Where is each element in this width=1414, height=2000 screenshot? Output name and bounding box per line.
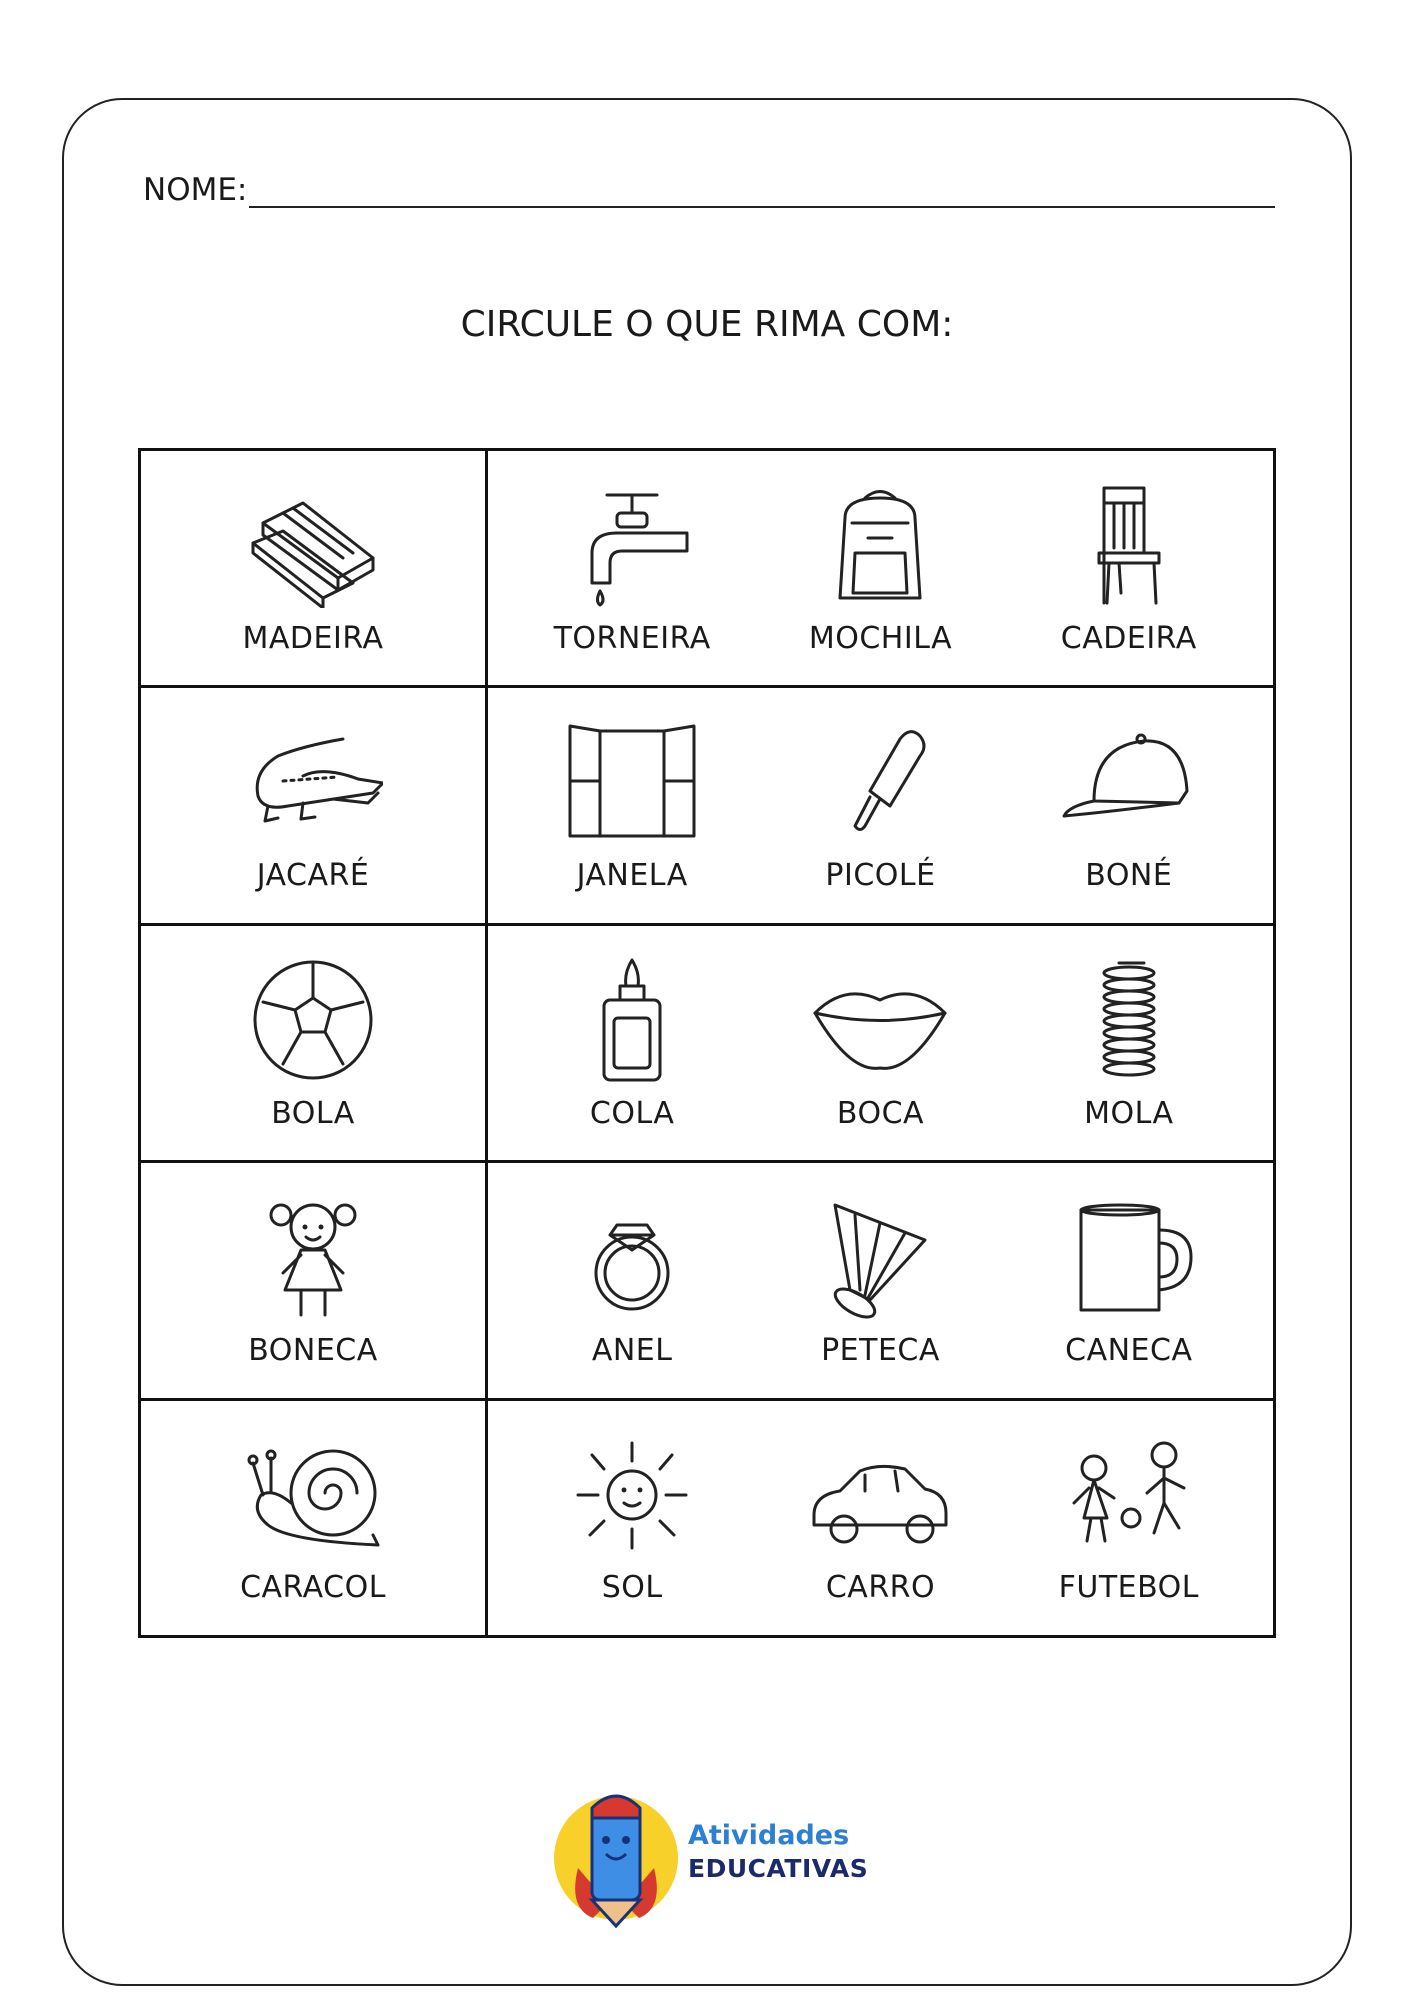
table-row [141,1398,1273,1635]
window-icon [562,721,702,846]
glue-icon [562,958,702,1083]
option-word: FUTEBOL [1058,1570,1199,1606]
option-word: CANECA [1065,1332,1193,1368]
target-cell [141,688,488,922]
option-word: CADEIRA [1060,620,1197,656]
backpack-icon [810,483,950,608]
brand-logo [548,1778,878,1928]
option-word: CARRO [825,1570,936,1606]
option-item[interactable] [770,1193,990,1368]
target-word: BOLA [271,1095,355,1131]
option-word: JANELA [576,858,688,894]
wood-planks-icon [243,483,383,608]
target-word: BONECA [248,1332,378,1368]
option-word: BONÉ [1085,858,1173,894]
target-cell [141,1163,488,1397]
popsicle-icon [810,721,950,846]
ring-icon [562,1195,702,1320]
rhyme-table [138,448,1276,1638]
option-word: ANEL [591,1332,673,1368]
option-word: PETECA [821,1332,940,1368]
table-row [141,685,1273,922]
option-word: SOL [601,1570,663,1606]
table-row [141,451,1273,685]
name-label: NOME: [143,172,248,208]
soccer-ball-icon [243,958,383,1083]
target-cell [141,1401,488,1635]
table-row [141,923,1273,1160]
option-item[interactable] [522,481,742,656]
option-item[interactable] [1019,718,1239,893]
option-word: BOCA [836,1095,925,1131]
option-item[interactable] [770,1430,990,1605]
target-cell [141,451,488,685]
faucet-icon [562,483,702,608]
option-word: MOLA [1084,1095,1174,1131]
doll-icon [243,1195,383,1320]
option-word: TORNEIRA [553,620,711,656]
name-field-row [143,168,1275,208]
lips-icon [810,958,950,1083]
option-item[interactable] [1019,1193,1239,1368]
option-word: COLA [589,1095,675,1131]
instruction-title: CIRCULE O QUE RIMA COM: [460,304,954,345]
logo-text-line1: Atividades [688,1820,850,1851]
table-row [141,1160,1273,1397]
option-item[interactable] [522,1193,742,1368]
option-item[interactable] [770,718,990,893]
kids-playing-soccer-icon [1059,1433,1199,1558]
name-write-line[interactable] [249,176,1275,208]
option-word: MOCHILA [808,620,953,656]
option-item[interactable] [522,718,742,893]
mug-icon [1059,1195,1199,1320]
option-item[interactable] [522,1430,742,1605]
alligator-icon [243,721,383,846]
sun-icon [562,1433,702,1558]
pencil-mascot-icon [548,1778,688,1928]
snail-icon [243,1433,383,1558]
spring-icon [1059,958,1199,1083]
target-word: CARACOL [240,1570,386,1606]
option-item[interactable] [770,481,990,656]
option-item[interactable] [1019,481,1239,656]
option-word: PICOLÉ [825,858,936,894]
chair-icon [1059,483,1199,608]
car-icon [810,1433,950,1558]
logo-text-line2: EDUCATIVAS [688,1854,869,1883]
option-item[interactable] [522,956,742,1131]
shuttlecock-icon [810,1195,950,1320]
option-item[interactable] [1019,1430,1239,1605]
option-item[interactable] [770,956,990,1131]
target-cell [141,926,488,1160]
option-item[interactable] [1019,956,1239,1131]
target-word: MADEIRA [242,620,384,656]
target-word: JACARÉ [256,858,370,894]
cap-icon [1059,721,1199,846]
